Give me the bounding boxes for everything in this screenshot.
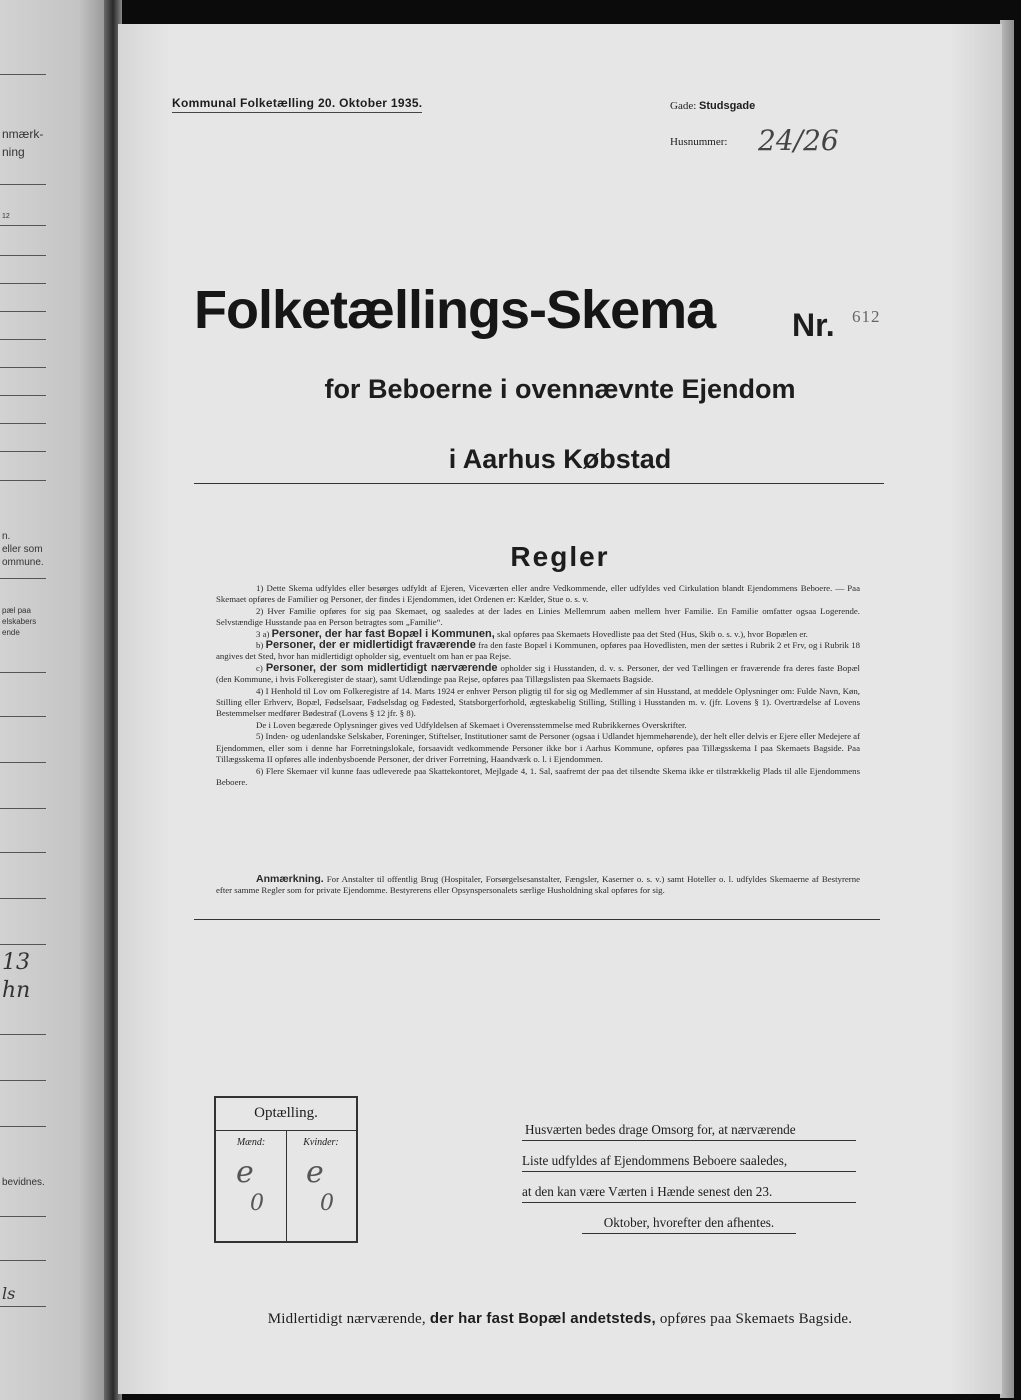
rules-text (216, 583, 860, 788)
remark-label: Anmærkning. (256, 873, 324, 885)
left-page-text: bevidnes. (2, 1177, 45, 1188)
count-women-value-2: 0 (320, 1191, 334, 1216)
left-page-rule (0, 451, 46, 452)
left-page-rule (0, 808, 46, 809)
count-women-label: Kvinder: (303, 1137, 339, 1148)
left-page-rule (0, 944, 46, 945)
count-men-column (216, 1131, 287, 1241)
left-page-text: pæl paa (2, 606, 31, 615)
form-subtitle-town: i Aarhus Købstad (448, 444, 672, 474)
landlord-line: at den kan være Værten i Hænde senest den 23. (522, 1184, 856, 1203)
count-men-value: e (236, 1155, 254, 1190)
left-page-rule (0, 1034, 46, 1035)
page-edge (1000, 20, 1014, 1398)
left-page-rule (0, 716, 46, 717)
form-number-label: Nr. (792, 307, 835, 343)
count-men-value-2: 0 (250, 1191, 264, 1216)
house-number-value: 24/26 (758, 124, 839, 157)
form-subtitle: for Beboerne i ovennævnte Ejendom (324, 374, 796, 404)
form-number-value: 612 (852, 307, 881, 326)
house-number-label: Husnummer: (670, 136, 728, 148)
divider (194, 483, 884, 484)
landlord-line: Oktober, hvorefter den afhentes. (582, 1215, 796, 1234)
rule-3b-emphasis: Personer, der er midlertidigt fraværende (265, 639, 476, 652)
remark-paragraph (216, 874, 860, 897)
left-page-rule (0, 423, 46, 424)
left-page-text: ning (2, 145, 25, 159)
street-value: Studsgade (699, 100, 756, 112)
rules-heading: Regler (510, 541, 610, 572)
rule-1: 1) Dette Skema udfyldes eller besørges udfyldt af Ejeren, Viceværten eller andre Vedkommende, eller udfyldes ved Cirkulation blandt Ejendommens Beboere. — Paa Skemaet opføres de Familier og Personer, der findes i Ejendommen, idet Ordenen er: Kælder, Stue o. s. v. (216, 583, 860, 605)
left-page-text: ende (2, 628, 20, 637)
count-box (214, 1096, 358, 1243)
left-page-text: nmærk- (2, 127, 44, 141)
landlord-instruction (522, 1122, 856, 1246)
left-page-rule (0, 762, 46, 763)
left-page-rule (0, 311, 46, 312)
rule-3a-emphasis: Personer, der har fast Bopæl i Kommunen, (271, 627, 495, 640)
left-facing-page (0, 0, 112, 1400)
left-page-text: eller som (2, 544, 43, 555)
rule-6: 6) Flere Skemaer vil kunne faas udleverede paa Skattekontoret, Mejlgade 4, 1. Sal, saafremt der paa det tilsendte Skema ikke er tilstrækkelig Plads til alle Ejendommens Beboere. (216, 765, 860, 787)
rule-3c-emphasis: Personer, der som midlertidigt nærværende (265, 661, 498, 674)
left-page-rule (0, 1126, 46, 1127)
left-page-text: ommune. (2, 557, 44, 568)
landlord-line: Husværten bedes drage Omsorg for, at nærværende (522, 1122, 856, 1141)
left-page-rule (0, 395, 46, 396)
left-page-handwriting: hn (2, 978, 31, 1003)
remark-text: For Anstalter til offentlig Brug (Hospitaler, Forsørgelsesanstalter, Fængsler, Kaserner o. s. v.) samt Hoteller o. l. udfyldes Skemaerne af Bestyrerne efter samme Regler som for private Ejendomme. Bestyrerens eller Opsynspersonalets særlige Husholdning skal opføres for sig. (216, 874, 861, 896)
count-women-value: e (306, 1155, 324, 1190)
census-date-heading: Kommunal Folketælling 20. Oktober 1935. (172, 96, 422, 113)
rule-3c: c) Personer, der som midlertidigt nærværende opholder sig i Husstanden, d. v. s. Personer, der ved Tællingen er fraværende fra deres faste Bopæl (den Kommune, i hvis Folkeregister de staar), samt Udlændinge paa Rejse, opføres paa Tillægslisten paa Skemaets Bagside. (216, 661, 861, 685)
count-men-label: Mænd: (236, 1137, 266, 1148)
left-page-rule (0, 480, 46, 481)
form-title: Folketællings-Skema (194, 280, 716, 340)
left-page-text: elskabers (2, 617, 37, 626)
left-page-text: 12 (2, 213, 10, 220)
left-page-rule (0, 74, 46, 75)
rule-4: 4) I Henhold til Lov om Folkeregistre af 14. Marts 1924 er enhver Person pligtig til for sig og Medlemmer af sin Husstand, at meddele Oplysninger om: Fulde Navn, Køn, Stilling eller Erhverv, Bopæl, Fødselsaar, Fødselsdag og Fødested, Statsborgerforhold, ægteskabelig Stilling, Stilling i Husstanden m. v. (jfr. Lovens § 1). Overtrædelse af Lovens Bestemmelser medfører Bødestraf (Lovens § 12 jfr. § 8). (216, 685, 860, 719)
rule-2: 2) Hver Familie opføres for sig paa Skemaet, og saaledes at der lades en Linies Mellemrum aaben mellem hver Familie. En Familie omfatter ogsaa Logerende. Selvstændige Husstande paa en Person betragtes som „Familie“. (216, 605, 860, 628)
rule-3b: b) Personer, der er midlertidigt fraværende fra den faste Bopæl i Kommunen, opføres paa Hovedlisten, men der sættes i Rubrik 2 et Frv, og i Rubrik 18 angives det Sted, hvor han midlertidigt opholder sig, eventuelt om han er paa Rejse. (216, 639, 860, 662)
census-form-page (118, 24, 1002, 1394)
rule-5: 5) Inden- og udenlandske Selskaber, Foreninger, Stiftelser, Institutioner samt de Personer (ogsaa i Udlandet hjemmehørende), der helt eller delvis er Ejere eller Medejere af Ejendommen, eller som i denne har Forretningslokale, forsaavidt vedkommende Personer ikke bor i Aarhus Kommune, opføres paa Tillægsskema I paa Skemaets Bagside. Paa Tillægsskema II opføres alle indenbysboende Personer, der driver Forretning, Haandværk o. l. i Ejendommen. (216, 731, 861, 765)
left-page-rule (0, 898, 46, 899)
rule-3a: 3 a) Personer, der har fast Bopæl i Kommunen, skal opføres paa Skemaets Hovedliste paa det Sted (Hus, Skib o. s. v.), hvor Bopælen er. (256, 627, 808, 640)
footer-emphasis: der har fast Bopæl andetsteds, (429, 1310, 656, 1327)
street-label: Gade: (670, 100, 697, 112)
left-page-rule (0, 184, 46, 185)
street-field (670, 100, 755, 112)
left-page-rule (0, 339, 46, 340)
divider (194, 919, 880, 920)
left-page-rule (0, 1080, 46, 1081)
landlord-line: Liste udfyldes af Ejendommens Beboere saaledes, (522, 1153, 856, 1172)
left-page-rule (0, 578, 46, 579)
left-page-rule (0, 255, 46, 256)
footer-note: Midlertidigt nærværende, der har fast Bopæl andetsteds, opføres paa Skemaets Bagside. (267, 1310, 853, 1327)
left-page-rule (0, 1216, 46, 1217)
rule-4b: De i Loven begærede Oplysninger gives ved Udfyldelsen af Skemaet i Overensstemmelse med Rubrikkernes Overskrifter. (256, 719, 687, 730)
left-page-rule (0, 1306, 46, 1307)
left-page-rule (0, 672, 46, 673)
left-page-text: n. (2, 531, 11, 542)
left-page-rule (0, 367, 46, 368)
left-page-rule (0, 1260, 46, 1261)
left-page-rule (0, 852, 46, 853)
count-women-column (286, 1131, 356, 1241)
count-box-title: Optælling. (216, 1098, 356, 1131)
left-page-rule (0, 283, 46, 284)
left-page-rule (0, 225, 46, 226)
left-page-handwriting: 13 (2, 950, 30, 975)
left-page-handwriting: ls (2, 1284, 16, 1303)
